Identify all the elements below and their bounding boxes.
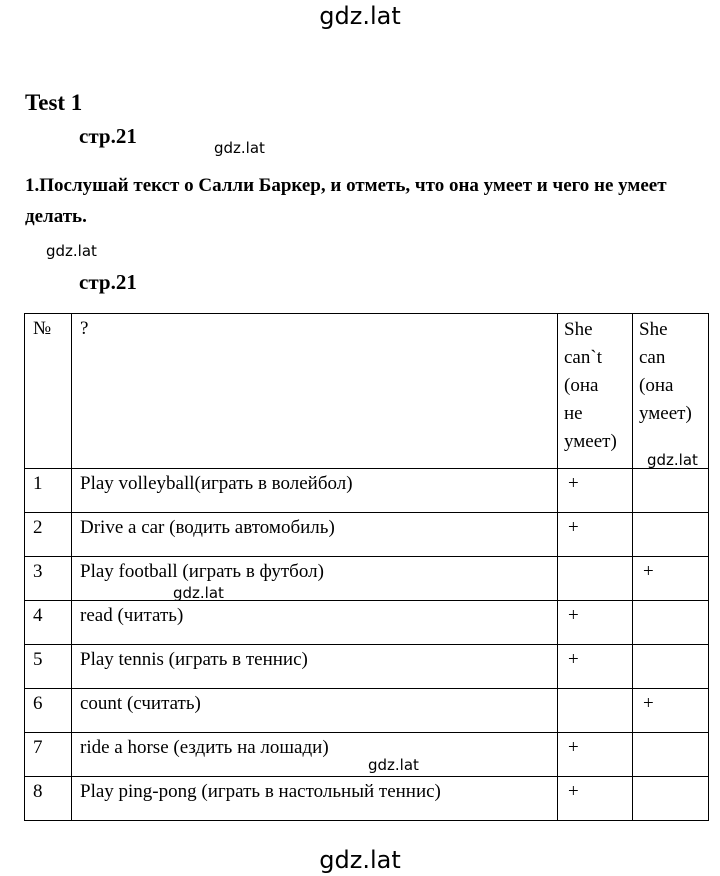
watermark-small: gdz.lat — [173, 584, 224, 602]
cant-mark: + — [568, 737, 579, 758]
answer-table — [24, 313, 709, 821]
table-row: 8 Play ping-pong (играть в настольный теннис) + — [25, 777, 709, 821]
watermark-small: gdz.lat — [46, 242, 97, 260]
cant-mark: + — [568, 517, 579, 538]
watermark-small: gdz.lat — [647, 451, 698, 469]
watermark-top: gdz.lat — [319, 2, 401, 30]
table-row: 6 count (считать) + — [25, 689, 709, 733]
cant-mark: + — [568, 649, 579, 670]
test-title: Test 1 — [25, 90, 83, 115]
cant-mark: + — [568, 605, 579, 626]
cant-mark: + — [568, 473, 579, 494]
page-reference: стр.21 — [79, 124, 137, 148]
can-mark — [633, 733, 708, 737]
table-row: 4 read (читать) + — [25, 601, 709, 645]
watermark-small: gdz.lat — [214, 139, 265, 157]
can-mark: + — [643, 693, 654, 714]
table-row: 1 Play volleyball(играть в волейбол) + — [25, 469, 709, 513]
task-instruction: 1.Послушай текст о Салли Баркер, и отметь, что она умеет и чего не умеет делать. — [25, 175, 667, 227]
can-mark — [633, 513, 708, 517]
can-mark: + — [643, 561, 654, 582]
can-mark — [633, 601, 708, 605]
can-mark — [633, 777, 708, 781]
watermark-bottom: gdz.lat — [319, 846, 401, 874]
table-row: 7 ride a horse (ездить на лошади) + — [25, 733, 709, 777]
table-row: 3 Play football (играть в футбол) + — [25, 557, 709, 601]
header-activity: ? — [72, 314, 558, 469]
header-can: She can (она умеет) — [633, 314, 709, 469]
can-mark — [633, 645, 708, 649]
watermark-small: gdz.lat — [368, 756, 419, 774]
cant-mark — [558, 689, 632, 693]
page-reference: стр.21 — [79, 270, 137, 294]
header-number: № — [25, 314, 72, 469]
table-row: 2 Drive a car (водить автомобиль) + — [25, 513, 709, 557]
header-cant: She can`t (она не умеет) — [558, 314, 633, 469]
cant-mark — [558, 557, 632, 561]
table-row: 5 Play tennis (играть в теннис) + — [25, 645, 709, 689]
table-header-row — [25, 314, 709, 469]
cant-mark: + — [568, 781, 579, 802]
can-mark — [633, 469, 708, 473]
